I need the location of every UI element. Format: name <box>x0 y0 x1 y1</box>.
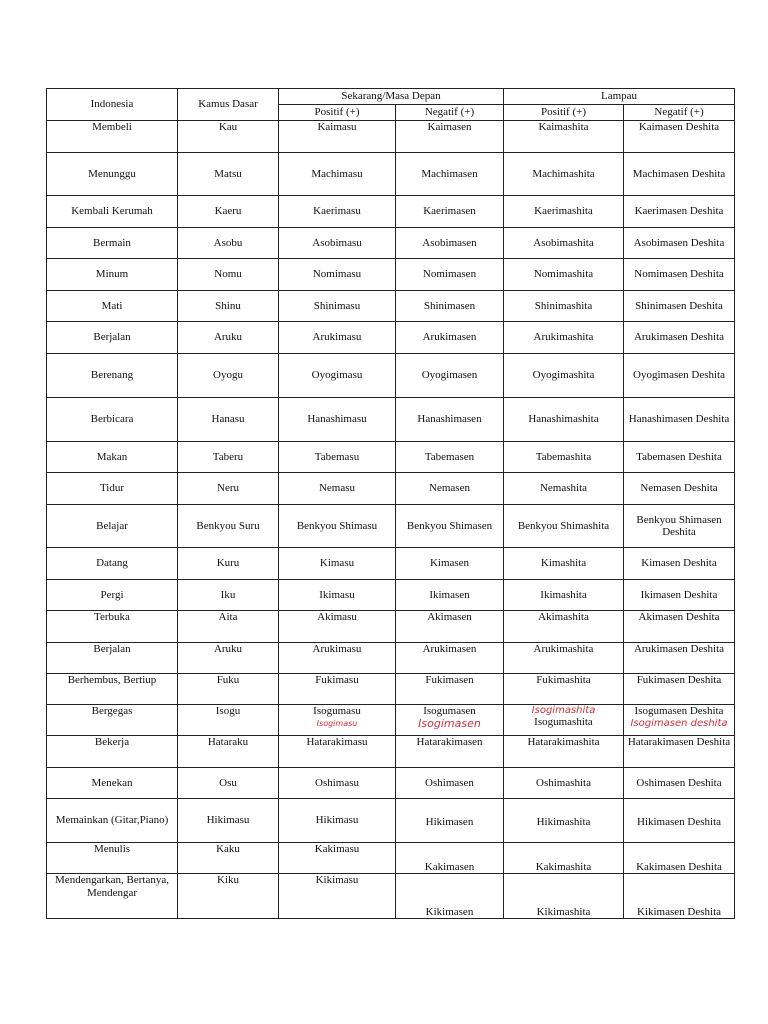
cell-dictionary-form: Osu <box>178 768 279 799</box>
cell-present-negative: Hanashimasen <box>396 398 504 442</box>
table-row <box>47 548 735 580</box>
cell-past-negative: Shinimasen Deshita <box>624 291 735 322</box>
handwritten-correction: Isogimasen deshita <box>630 717 728 729</box>
cell-present-negative: Asobimasen <box>396 228 504 259</box>
table-row <box>47 505 735 548</box>
cell-indonesian-word: Terbuka <box>47 611 178 643</box>
cell-present-negative: Kakimasen <box>396 843 504 874</box>
handwritten-correction: Isogimasu <box>316 718 358 728</box>
cell-past-positive: Nomimashita <box>504 259 624 291</box>
cell-present-negative: Tabemasen <box>396 442 504 473</box>
cell-past-negative: Fukimasen Deshita <box>624 674 735 705</box>
handwritten-correction: Isogimasen <box>418 716 481 730</box>
table-row <box>47 799 735 843</box>
cell-indonesian-word: Mendengarkan, Bertanya, Mendengar <box>47 874 178 919</box>
cell-past-negative: Arukimasen Deshita <box>624 643 735 674</box>
header-present-positive: Positif (+) <box>279 105 396 121</box>
cell-past-negative: Hatarakimasen Deshita <box>624 736 735 768</box>
cell-dictionary-form: Iku <box>178 580 279 611</box>
cell-indonesian-word: Belajar <box>47 505 178 548</box>
header-kamus-dasar: Kamus Dasar <box>178 89 279 121</box>
cell-present-negative: Oyogimasen <box>396 354 504 398</box>
cell-past-positive: Oshimashita <box>504 768 624 799</box>
cell-text: Isogumasen Deshita <box>634 705 724 717</box>
cell-indonesian-word: Makan <box>47 442 178 473</box>
header-indonesia: Indonesia <box>47 89 178 121</box>
table-row <box>47 354 735 398</box>
cell-indonesian-word: Datang <box>47 548 178 580</box>
cell-dictionary-form: Kaeru <box>178 196 279 228</box>
cell-past-positive: Benkyou Shimashita <box>504 505 624 548</box>
header-present-future: Sekarang/Masa Depan <box>279 89 504 105</box>
table-row <box>47 643 735 674</box>
cell-present-positive: Hatarakimasu <box>279 736 396 768</box>
cell-past-negative: Kikimasen Deshita <box>624 874 735 919</box>
cell-past-negative: Nomimasen Deshita <box>624 259 735 291</box>
table-row <box>47 259 735 291</box>
cell-past-negative: Kimasen Deshita <box>624 548 735 580</box>
cell-past-negative: Benkyou Shimasen Deshita <box>624 505 735 548</box>
cell-present-positive: Kimasu <box>279 548 396 580</box>
cell-present-negative: Akimasen <box>396 611 504 643</box>
cell-indonesian-word: Pergi <box>47 580 178 611</box>
cell-dictionary-form: Aruku <box>178 322 279 354</box>
cell-past-negative: Oyogimasen Deshita <box>624 354 735 398</box>
cell-present-positive: Hikimasu <box>279 799 396 843</box>
cell-present-positive: Tabemasu <box>279 442 396 473</box>
cell-present-positive: Kakimasu <box>279 843 396 874</box>
cell-indonesian-word: Minum <box>47 259 178 291</box>
cell-past-positive: Hikimashita <box>504 799 624 843</box>
cell-present-positive: Akimasu <box>279 611 396 643</box>
cell-present-positive: Machimasu <box>279 153 396 196</box>
cell-present-positive: Arukimasu <box>279 643 396 674</box>
cell-past-positive <box>504 705 624 736</box>
table-row <box>47 705 735 736</box>
cell-present-positive: Asobimasu <box>279 228 396 259</box>
cell-present-positive: Ikimasu <box>279 580 396 611</box>
cell-dictionary-form: Kaku <box>178 843 279 874</box>
verb-conjugation-table <box>46 88 735 919</box>
cell-dictionary-form: Taberu <box>178 442 279 473</box>
cell-present-negative: Fukimasen <box>396 674 504 705</box>
table-row <box>47 768 735 799</box>
cell-dictionary-form: Oyogu <box>178 354 279 398</box>
cell-present-positive: Kaerimasu <box>279 196 396 228</box>
cell-present-positive: Kikimasu <box>279 874 396 919</box>
cell-past-positive: Fukimashita <box>504 674 624 705</box>
cell-indonesian-word: Bermain <box>47 228 178 259</box>
cell-past-negative: Nemasen Deshita <box>624 473 735 505</box>
cell-dictionary-form: Hanasu <box>178 398 279 442</box>
cell-present-negative: Benkyou Shimasen <box>396 505 504 548</box>
cell-present-negative: Hatarakimasen <box>396 736 504 768</box>
cell-indonesian-word: Mati <box>47 291 178 322</box>
cell-past-negative <box>624 705 735 736</box>
table-row <box>47 121 735 153</box>
cell-past-positive: Arukimashita <box>504 643 624 674</box>
header-past: Lampau <box>504 89 735 105</box>
cell-past-negative: Kaerimasen Deshita <box>624 196 735 228</box>
cell-present-negative: Machimasen <box>396 153 504 196</box>
cell-indonesian-word: Menekan <box>47 768 178 799</box>
cell-dictionary-form: Kiku <box>178 874 279 919</box>
cell-dictionary-form: Hataraku <box>178 736 279 768</box>
cell-present-positive: Oshimasu <box>279 768 396 799</box>
cell-past-negative: Tabemasen Deshita <box>624 442 735 473</box>
cell-past-positive: Akimashita <box>504 611 624 643</box>
cell-past-positive: Hatarakimashita <box>504 736 624 768</box>
cell-dictionary-form: Benkyou Suru <box>178 505 279 548</box>
cell-past-negative: Asobimasen Deshita <box>624 228 735 259</box>
cell-present-negative: Kaerimasen <box>396 196 504 228</box>
cell-indonesian-word: Menulis <box>47 843 178 874</box>
cell-present-positive: Shinimasu <box>279 291 396 322</box>
cell-dictionary-form: Kuru <box>178 548 279 580</box>
cell-present-negative: Ikimasen <box>396 580 504 611</box>
cell-dictionary-form: Shinu <box>178 291 279 322</box>
cell-dictionary-form: Aruku <box>178 643 279 674</box>
table-row <box>47 580 735 611</box>
cell-past-negative: Hanashimasen Deshita <box>624 398 735 442</box>
cell-past-negative: Akimasen Deshita <box>624 611 735 643</box>
table-row <box>47 322 735 354</box>
cell-dictionary-form: Asobu <box>178 228 279 259</box>
table-row <box>47 153 735 196</box>
cell-present-positive <box>279 705 396 736</box>
cell-text: Isogumasen <box>423 705 476 717</box>
cell-present-positive: Fukimasu <box>279 674 396 705</box>
cell-present-negative: Nomimasen <box>396 259 504 291</box>
cell-present-positive: Nemasu <box>279 473 396 505</box>
cell-past-positive: Asobimashita <box>504 228 624 259</box>
cell-present-positive: Oyogimasu <box>279 354 396 398</box>
header-past-negative: Negatif (+) <box>624 105 735 121</box>
cell-dictionary-form: Fuku <box>178 674 279 705</box>
table-row <box>47 674 735 705</box>
cell-past-positive: Kaimashita <box>504 121 624 153</box>
cell-past-positive: Kakimashita <box>504 843 624 874</box>
cell-past-positive: Shinimashita <box>504 291 624 322</box>
cell-indonesian-word: Bergegas <box>47 705 178 736</box>
cell-dictionary-form: Isogu <box>178 705 279 736</box>
cell-indonesian-word: Membeli <box>47 121 178 153</box>
cell-present-positive: Kaimasu <box>279 121 396 153</box>
cell-past-positive: Arukimashita <box>504 322 624 354</box>
cell-indonesian-word: Bekerja <box>47 736 178 768</box>
cell-present-negative: Kimasen <box>396 548 504 580</box>
table-row <box>47 611 735 643</box>
cell-present-negative: Nemasen <box>396 473 504 505</box>
cell-dictionary-form: Kau <box>178 121 279 153</box>
cell-present-negative: Arukimasen <box>396 643 504 674</box>
cell-past-negative: Kakimasen Deshita <box>624 843 735 874</box>
cell-dictionary-form: Hikimasu <box>178 799 279 843</box>
cell-past-positive: Oyogimashita <box>504 354 624 398</box>
table-row <box>47 473 735 505</box>
table-row <box>47 228 735 259</box>
cell-past-negative: Hikimasen Deshita <box>624 799 735 843</box>
cell-past-positive: Nemashita <box>504 473 624 505</box>
cell-past-negative: Ikimasen Deshita <box>624 580 735 611</box>
cell-text: Isogumasu <box>313 705 361 717</box>
table-row <box>47 196 735 228</box>
cell-indonesian-word: Berjalan <box>47 322 178 354</box>
cell-present-negative: Kaimasen <box>396 121 504 153</box>
cell-present-negative: Arukimasen <box>396 322 504 354</box>
cell-dictionary-form: Nomu <box>178 259 279 291</box>
cell-past-negative: Kaimasen Deshita <box>624 121 735 153</box>
cell-present-negative: Hikimasen <box>396 799 504 843</box>
cell-indonesian-word: Tidur <box>47 473 178 505</box>
cell-past-positive: Kimashita <box>504 548 624 580</box>
cell-past-negative: Machimasen Deshita <box>624 153 735 196</box>
header-past-positive: Positif (+) <box>504 105 624 121</box>
table-row <box>47 442 735 473</box>
cell-past-negative: Arukimasen Deshita <box>624 322 735 354</box>
cell-present-negative: Kikimasen <box>396 874 504 919</box>
cell-present-positive: Benkyou Shimasu <box>279 505 396 548</box>
cell-past-negative: Oshimasen Deshita <box>624 768 735 799</box>
cell-past-positive: Machimashita <box>504 153 624 196</box>
table-row <box>47 843 735 874</box>
cell-past-positive: Kikimashita <box>504 874 624 919</box>
table-row <box>47 291 735 322</box>
cell-present-negative: Oshimasen <box>396 768 504 799</box>
cell-past-positive: Hanashimashita <box>504 398 624 442</box>
cell-past-positive: Tabemashita <box>504 442 624 473</box>
table-row <box>47 874 735 919</box>
cell-present-negative <box>396 705 504 736</box>
header-present-negative: Negatif (+) <box>396 105 504 121</box>
cell-indonesian-word: Berenang <box>47 354 178 398</box>
cell-dictionary-form: Aita <box>178 611 279 643</box>
cell-present-negative: Shinimasen <box>396 291 504 322</box>
cell-indonesian-word: Berjalan <box>47 643 178 674</box>
cell-present-positive: Nomimasu <box>279 259 396 291</box>
handwritten-correction: Isogimashita <box>531 705 596 716</box>
cell-present-positive: Arukimasu <box>279 322 396 354</box>
cell-indonesian-word: Memainkan (Gitar,Piano) <box>47 799 178 843</box>
cell-indonesian-word: Menunggu <box>47 153 178 196</box>
table-row <box>47 736 735 768</box>
cell-text: Isogumashita <box>534 716 593 728</box>
cell-past-positive: Ikimashita <box>504 580 624 611</box>
cell-indonesian-word: Kembali Kerumah <box>47 196 178 228</box>
cell-present-positive: Hanashimasu <box>279 398 396 442</box>
cell-dictionary-form: Neru <box>178 473 279 505</box>
cell-past-positive: Kaerimashita <box>504 196 624 228</box>
cell-dictionary-form: Matsu <box>178 153 279 196</box>
table-body <box>47 121 735 919</box>
cell-indonesian-word: Berbicara <box>47 398 178 442</box>
cell-indonesian-word: Berhembus, Bertiup <box>47 674 178 705</box>
table-row <box>47 398 735 442</box>
